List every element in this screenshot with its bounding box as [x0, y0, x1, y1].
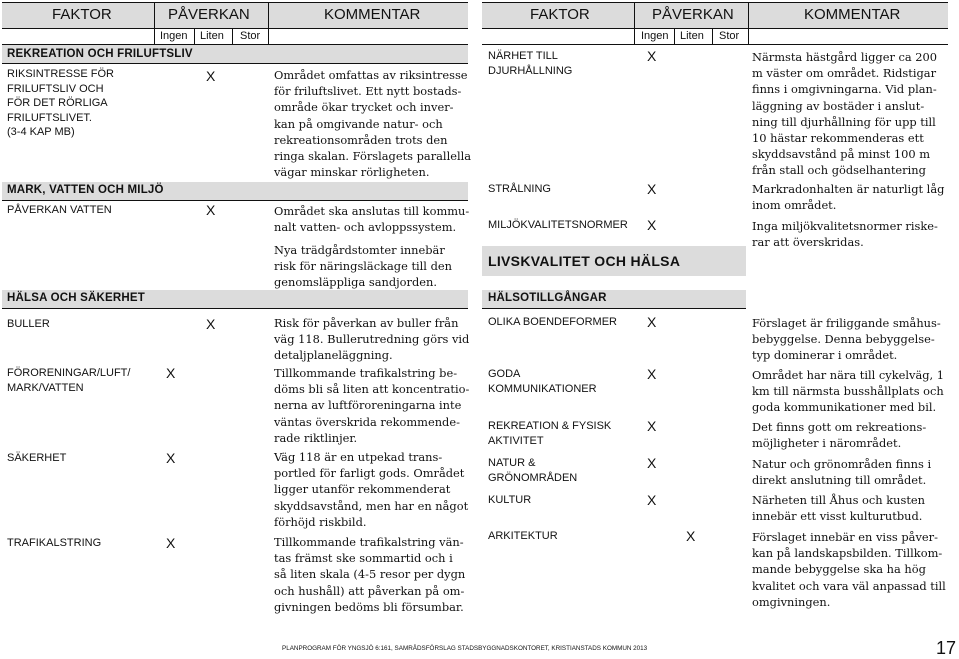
- factor-buller: BULLER: [7, 318, 50, 330]
- mark-paverkan-vatten: X: [206, 202, 216, 218]
- comment-sakerhet: Väg 118 är en utpekad trans- portled för farligt gods. Området ligger utanför rekommenderat skyddsavstånd, men har en något förhöjd riskbild.: [274, 450, 469, 529]
- right-header-faktor: FAKTOR: [530, 6, 590, 23]
- comment-boendeformer: Förslaget är friliggande småhus- bebyggelse. Denna bebyggelse- typ dominerar i området.: [752, 316, 941, 363]
- factor-sakerhet: SÄKERHET: [7, 452, 67, 464]
- comment-buller: Risk för påverkan av buller från väg 118. Bullerutredning görs vid detaljplaneläggning.: [274, 316, 470, 363]
- comment-djurhallning: Närmsta hästgård ligger ca 200 m väster om området. Ridstigar finns i omgivningarna. Vid plan- läggning av bostäder i anslut- ning till djurhållning för upp till 10 hästar rekommenderas ett skyddsavstånd på minst 100 m från stall och gödselhantering: [752, 50, 938, 178]
- divider: [2, 200, 468, 201]
- mark-arkitektur: X: [686, 528, 696, 544]
- right-sub-stor: Stor: [719, 30, 740, 42]
- comment-rekreation-fysisk: Det finns gott om rekreations- möjligheter i närområdet.: [752, 420, 927, 451]
- section-title-mark: MARK, VATTEN OCH MILJÖ: [7, 184, 164, 196]
- comment-miljokvalitet: Inga miljökvalitetsnormer riske- rar att överskridas.: [752, 219, 938, 250]
- divider: [154, 2, 155, 28]
- section-title-livskvalitet: LIVSKVALITET OCH HÄLSA: [488, 253, 681, 269]
- divider: [194, 28, 195, 45]
- left-sub-liten: Liten: [200, 30, 224, 42]
- left-sub-ingen: Ingen: [160, 30, 188, 42]
- comment-kommunikationer: Området har nära till cykelväg, 1 km till närmsta busshållplats och goda kommunikationer med bil.: [752, 368, 945, 415]
- mark-djurhallning: X: [647, 48, 657, 64]
- comment-natur: Natur och grönområden finns i direkt anslutning till området.: [752, 457, 932, 488]
- factor-paverkan-vatten: PÅVERKAN VATTEN: [7, 204, 112, 216]
- section-title-halsa: HÄLSA OCH SÄKERHET: [7, 292, 145, 304]
- factor-boendeformer: OLIKA BOENDEFORMER: [488, 316, 617, 328]
- right-sub-ingen: Ingen: [641, 30, 669, 42]
- comment-riksintresse: Området omfattas av riksintresse för friluftslivet. Ett nytt bostads- område ökar trycket och inver- kan på omgivande natur- och rekreationsområden trots den ringa skalan. Förslagets parallella vägar minskar rörligheten.: [274, 68, 472, 180]
- divider: [2, 28, 468, 29]
- divider: [634, 28, 635, 45]
- left-header-faktor: FAKTOR: [52, 6, 112, 23]
- right-header-kommentar: KOMMENTAR: [804, 6, 901, 23]
- divider: [482, 2, 948, 3]
- left-subheader-bar: [2, 28, 468, 44]
- divider: [268, 2, 269, 45]
- factor-trafikalstring: TRAFIKALSTRING: [7, 537, 102, 549]
- divider: [748, 2, 749, 45]
- divider: [634, 2, 635, 28]
- comment-trafikalstring: Tillkommande trafikalstring vän- tas främst ske sommartid och i så liten skala (4-5 resor per dygn och hushåll) att påverkan på om- givningen bedöms bli försumbar.: [274, 535, 466, 614]
- factor-kultur: KULTUR: [488, 494, 532, 506]
- divider: [482, 28, 948, 29]
- right-sub-liten: Liten: [680, 30, 704, 42]
- divider: [2, 2, 468, 3]
- section-title-halsotillgangar: HÄLSOTILLGÅNGAR: [488, 292, 607, 304]
- divider: [674, 28, 675, 45]
- comment-fororeningar: Tillkommande trafikalstring be- döms bli så liten att koncentratio- nerna av luftföroreningarna inte väntas överskrida rekommende- rade riktlinjer.: [274, 366, 470, 445]
- section-title-rekreation: REKREATION OCH FRILUFTSLIV: [7, 48, 193, 60]
- comment-paverkan-vatten-2: Nya trädgårdstomter innebär risk för näringsläckage till den genomsläppliga sandjorden.: [274, 243, 452, 290]
- left-header-paverkan: PÅVERKAN: [168, 6, 250, 23]
- comment-stralning: Markradonhalten är naturligt låg inom området.: [752, 182, 945, 213]
- page-number: 17: [936, 638, 957, 658]
- factor-natur: NATUR & GRÖNOMRÅDEN: [488, 457, 578, 484]
- factor-arkitektur: ARKITEKTUR: [488, 530, 558, 542]
- mark-stralning: X: [647, 181, 657, 197]
- factor-miljokvalitet: MILJÖKVALITETSNORMER: [488, 219, 628, 231]
- divider: [2, 63, 468, 64]
- factor-riksintresse: RIKSINTRESSE FÖR FRILUFTSLIV OCH FÖR DET RÖRLIGA FRILUFTSLIVET. (3-4 KAP MB): [7, 68, 114, 138]
- factor-rekreation-fysisk: REKREATION & FYSISK AKTIVITET: [488, 420, 612, 447]
- mark-sakerhet: X: [166, 450, 176, 466]
- mark-kommunikationer: X: [647, 366, 657, 382]
- mark-natur: X: [647, 455, 657, 471]
- divider: [232, 28, 233, 45]
- factor-fororeningar: FÖRORENINGAR/LUFT/ MARK/VATTEN: [7, 367, 131, 394]
- left-sub-stor: Stor: [240, 30, 261, 42]
- left-header-kommentar: KOMMENTAR: [324, 6, 421, 23]
- divider: [712, 28, 713, 45]
- comment-arkitektur: Förslaget innebär en viss påver- kan på landskapsbilden. Tillkom- mande bebyggelse ska ha hög kvalitet och vara väl anpassad till omgivningen.: [752, 530, 946, 609]
- comment-paverkan-vatten-1: Området ska anslutas till kommu- nalt vatten- och avloppssystem.: [274, 204, 470, 235]
- mark-boendeformer: X: [647, 314, 657, 330]
- footer-text: PLANPROGRAM FÖR YNGSJÖ 6:161, SAMRÅDSFÖRSLAG STADSBYGGNADSKONTORET, KRISTIANSTADS KOMMUN 2013: [282, 645, 648, 652]
- right-header-paverkan: PÅVERKAN: [652, 6, 734, 23]
- mark-riksintresse: X: [206, 68, 216, 84]
- divider: [154, 28, 155, 45]
- mark-buller: X: [206, 316, 216, 332]
- divider: [482, 44, 948, 45]
- factor-djurhallning: NÄRHET TILL DJURHÅLLNING: [488, 50, 573, 77]
- mark-trafikalstring: X: [166, 535, 176, 551]
- mark-kultur: X: [647, 492, 657, 508]
- divider: [2, 308, 468, 309]
- mark-rekreation-fysisk: X: [647, 418, 657, 434]
- mark-miljokvalitet: X: [647, 217, 657, 233]
- comment-kultur: Närheten till Åhus och kusten innebär ett visst kulturutbud.: [752, 493, 925, 524]
- factor-kommunikationer: GODA KOMMUNIKATIONER: [488, 368, 597, 395]
- mark-fororeningar: X: [166, 365, 176, 381]
- factor-stralning: STRÅLNING: [488, 183, 551, 195]
- divider: [482, 308, 746, 309]
